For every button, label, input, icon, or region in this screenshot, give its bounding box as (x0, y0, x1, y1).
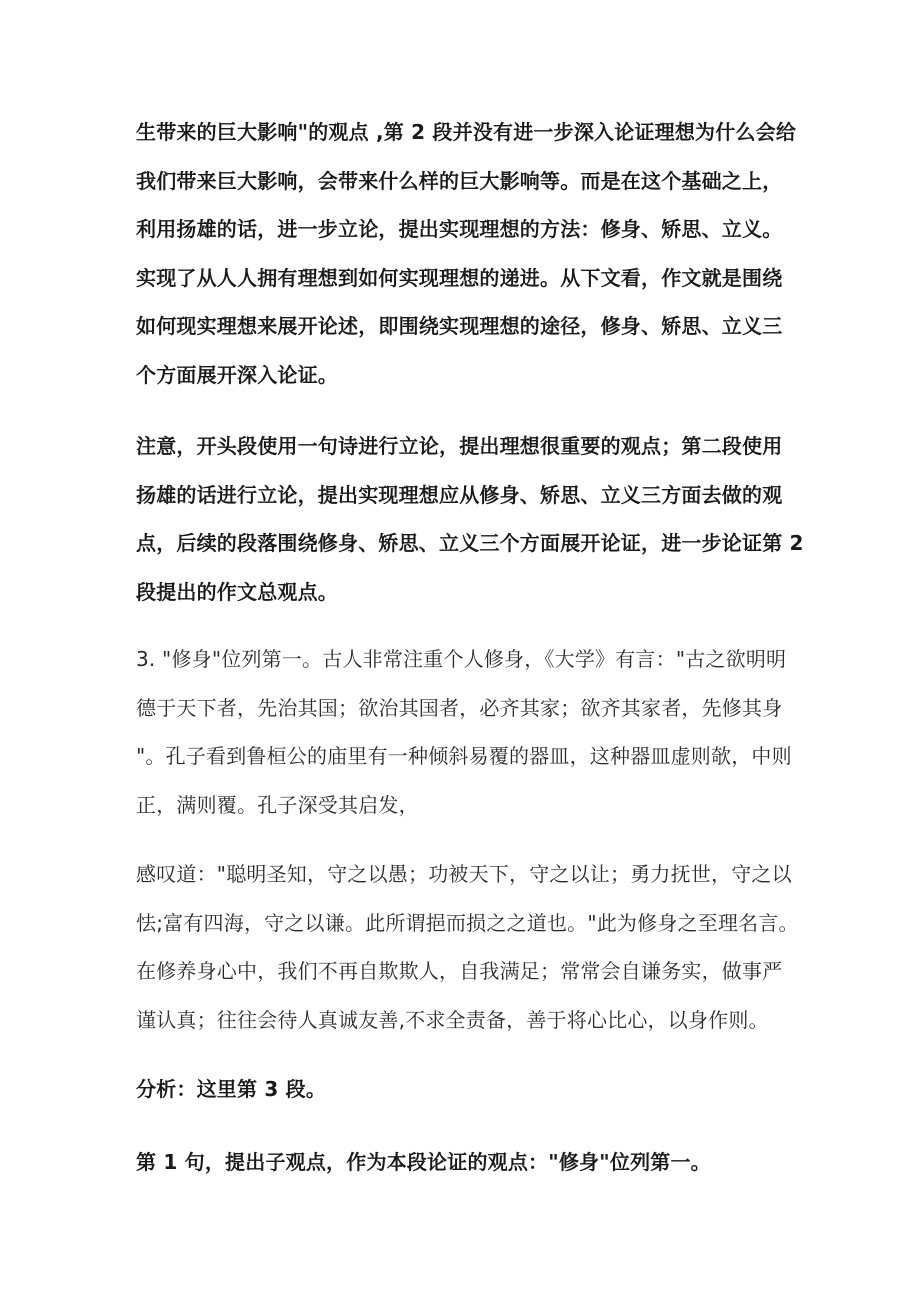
text-line: 3. "修身"位列第一。古人非常注重个人修身，《大学》有言："古之欲明明 (136, 647, 787, 671)
text-line: 在修养身心中，我们不再自欺欺人，自我满足；常常会自谦务实，做事严 (136, 959, 783, 983)
text-line: 注意，开头段使用一句诗进行立论，提出理想很重要的观点；第二段使用 (136, 434, 783, 458)
text-line: 如何现实理想来展开论述，即围绕实现理想的途径，修身、矫思、立义三 (136, 314, 783, 338)
analysis-paragraph-1 (136, 108, 797, 399)
text-line: 扬雄的话进行立论，提出实现理想应从修身、矫思、立义三方面去做的观 (136, 482, 783, 507)
essay-paragraph-4 (136, 850, 799, 1044)
text-line: 德于天下者，先治其国；欲治其国者，必齐其家；欲齐其家者，先修其身 (136, 695, 783, 720)
essay-paragraph-3 (136, 635, 792, 829)
text-line: 实现了从人人拥有理想到如何实现理想的递进。从下文看，作文就是围绕 (136, 265, 783, 290)
text-line: 个方面展开深入论证。 (136, 362, 338, 387)
text-line: 感叹道："聪明圣知，守之以愚；功被天下，守之以让；勇力抚世，守之以 (136, 862, 792, 886)
text-line: 谨认真；往往会待人真诚友善,不求全责备，善于将心比心，以身作则。 (136, 1007, 769, 1032)
text-line: "。孔子看到鲁桓公的庙里有一种倾斜易覆的器皿，这种器皿虚则欹，中则 (136, 744, 792, 768)
analysis-heading (136, 1065, 786, 1114)
text-line: 正，满则覆。孔子深受其启发， (136, 792, 419, 817)
text-line: 段提出的作文总观点。 (136, 579, 338, 604)
text-line: 怯;富有四海，守之以谦。此所谓挹而损之之道也。"此为修身之至理名言。 (136, 910, 799, 935)
text-line: 点，后续的段落围绕修身、矫思、立义三个方面展开论证，进一步论证第 2 (136, 531, 804, 555)
text-line: 第 1 句，提出子观点，作为本段论证的观点："修身"位列第一。 (136, 1150, 711, 1174)
text-line: 生带来的巨大影响"的观点 ,第 2 段并没有进一步深入论证理想为什么会给 (136, 120, 797, 144)
analysis-sentence-1 (136, 1138, 786, 1187)
text-line: 利用扬雄的话，进一步立论，提出实现理想的方法：修身、矫思、立义。 (136, 217, 783, 241)
text-line: 我们带来巨大影响，会带来什么样的巨大影响等。而是在这个基础之上， (136, 168, 783, 193)
analysis-paragraph-2 (136, 422, 804, 616)
text-line: 分析：这里第 3 段。 (136, 1077, 327, 1101)
